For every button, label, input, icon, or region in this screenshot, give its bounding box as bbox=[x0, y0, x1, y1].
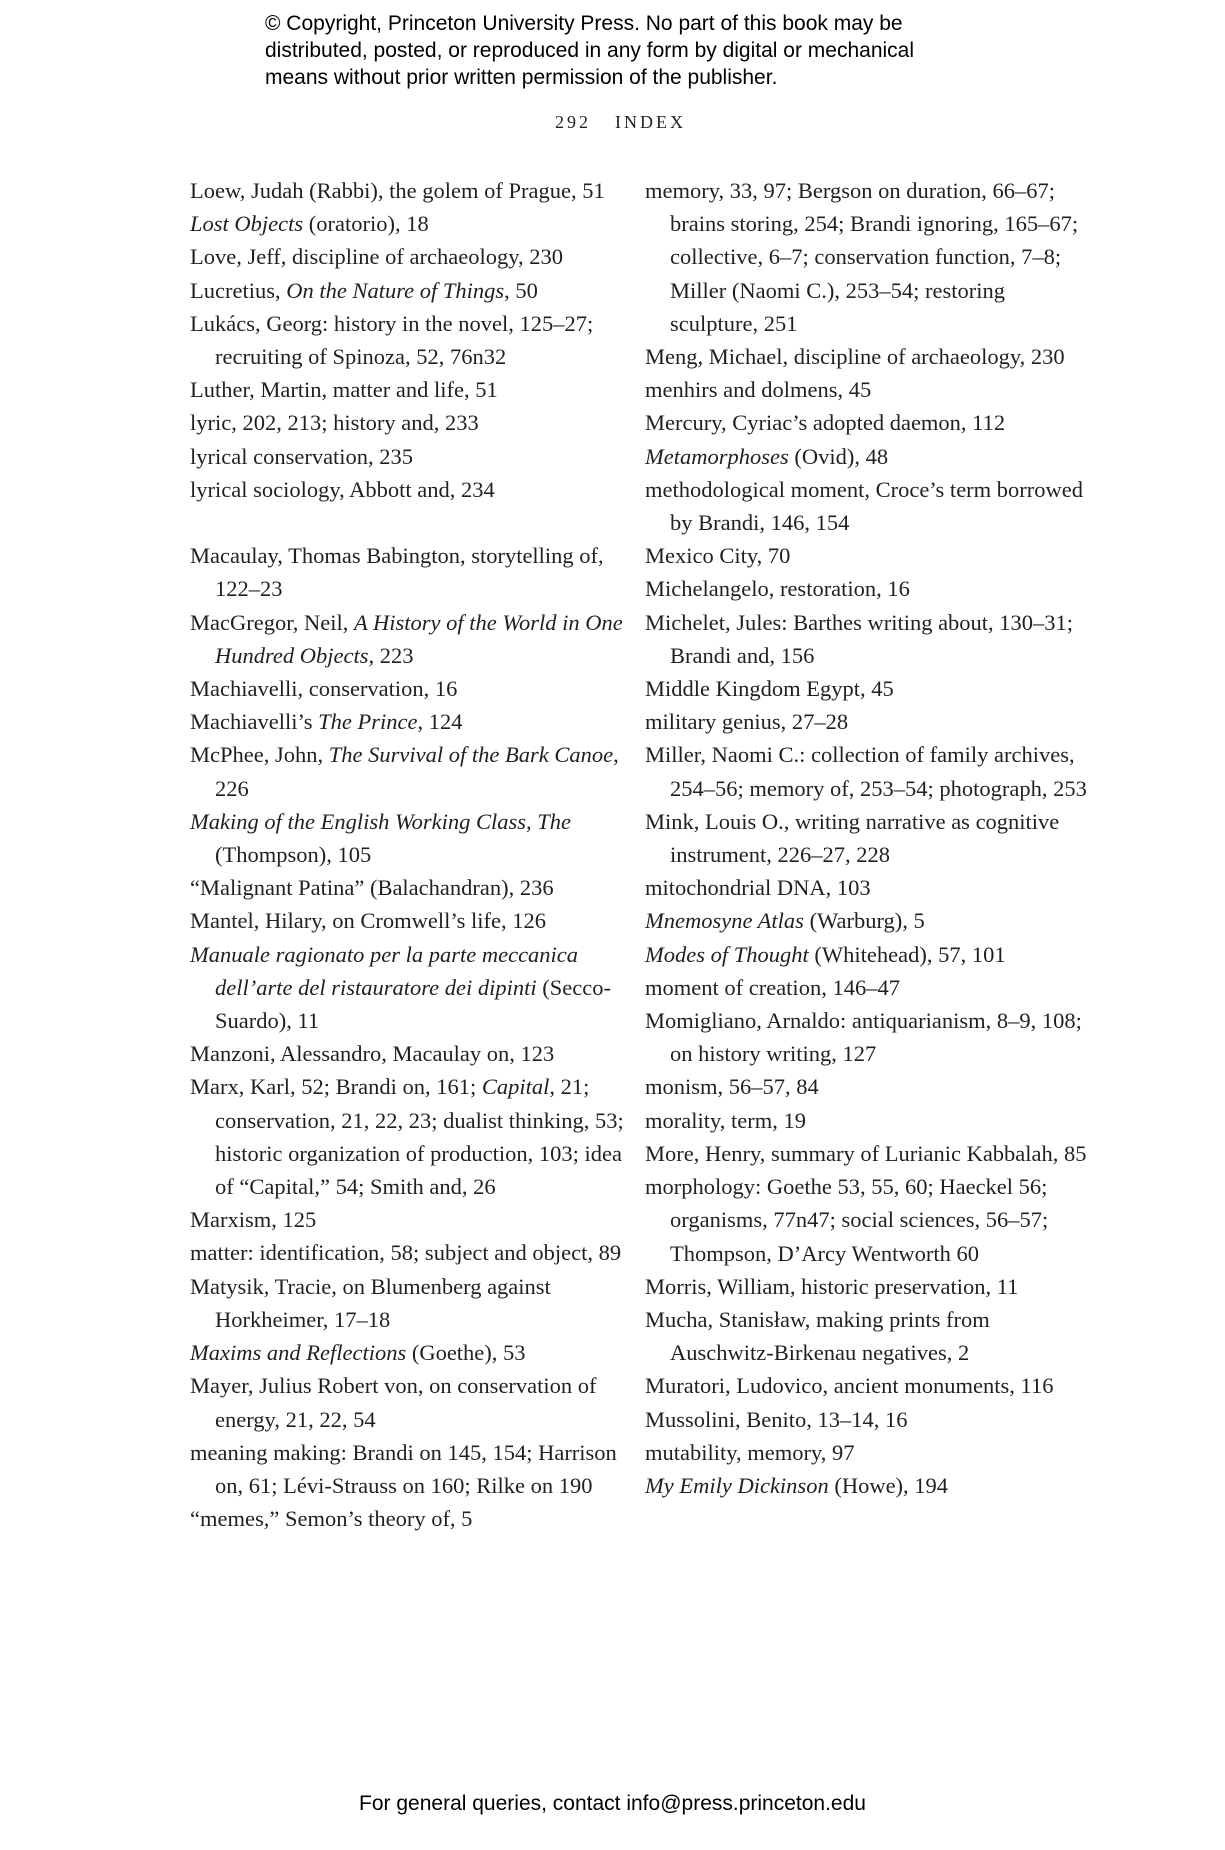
index-entry bbox=[190, 871, 630, 904]
entry-text: Loew, Judah (Rabbi), the golem of Prague, 51 bbox=[190, 178, 605, 203]
index-entry bbox=[190, 1236, 630, 1269]
entry-text: , 50 bbox=[504, 277, 538, 303]
entry-title-italic: The Survival of the Bark Canoe bbox=[328, 742, 614, 768]
entry-text: Mink, Louis O., writing narrative as cognitive instrument, 226–27, 228 bbox=[645, 808, 1060, 868]
index-entry bbox=[645, 340, 1090, 373]
entry-text: Machiavelli’s bbox=[190, 709, 319, 735]
index-entry bbox=[645, 473, 1090, 539]
index-entry bbox=[645, 672, 1090, 705]
index-entry bbox=[190, 1502, 630, 1535]
copyright-notice: © Copyright, Princeton University Press. No part of this book may be distributed, posted, or reproduced in any form by digital or mechanical means without prior written permission of the publisher. bbox=[265, 12, 915, 89]
entry-text: (Warburg), 5 bbox=[803, 908, 925, 934]
entry-text: monism, 56–57, 84 bbox=[645, 1074, 819, 1100]
index-entry bbox=[190, 307, 630, 373]
entry-text: matter: identification, 58; subject and object, 89 bbox=[190, 1240, 622, 1266]
running-head-title: INDEX bbox=[615, 112, 686, 132]
entry-text: Muratori, Ludovico, ancient monuments, 116 bbox=[645, 1373, 1054, 1399]
entry-title-italic: Metamorphoses bbox=[645, 443, 789, 469]
entry-title-italic: The Prince bbox=[318, 709, 418, 735]
entry-text: (Goethe), 53 bbox=[406, 1340, 526, 1366]
index-entry bbox=[645, 1104, 1090, 1137]
index-entry bbox=[645, 904, 1090, 937]
entry-text: Mercury, Cyriac’s adopted daemon, 112 bbox=[645, 410, 1006, 436]
index-entry bbox=[190, 539, 630, 605]
index-entry bbox=[190, 904, 630, 937]
entry-text: More, Henry, summary of Lurianic Kabbalah, 85 bbox=[645, 1140, 1087, 1166]
entry-text: Lukács, Georg: history in the novel, 125–27; recruiting of Spinoza, 52, 76n32 bbox=[190, 310, 594, 370]
index-entry bbox=[645, 1270, 1090, 1303]
entry-text: (Ovid), 48 bbox=[788, 443, 889, 469]
index-entry bbox=[190, 274, 630, 307]
index-entry bbox=[645, 705, 1090, 738]
entry-text: “memes,” Semon’s theory of, 5 bbox=[190, 1506, 473, 1532]
index-entry bbox=[645, 1436, 1090, 1469]
index-entry bbox=[645, 406, 1090, 439]
index-entry bbox=[190, 1270, 630, 1336]
entry-text: “Malignant Patina” (Balachandran), 236 bbox=[190, 875, 554, 901]
index-entry bbox=[190, 705, 630, 738]
entry-text: Luther, Martin, matter and life, 51 bbox=[190, 377, 498, 403]
entry-title-italic: Mnemosyne Atlas bbox=[645, 908, 804, 934]
entry-text: (Thompson), 105 bbox=[215, 842, 372, 868]
entry-text: Meng, Michael, discipline of archaeology, 230 bbox=[645, 344, 1065, 370]
index-entry bbox=[645, 1469, 1090, 1502]
index-entry bbox=[190, 1070, 630, 1203]
footer-contact: For general queries, contact info@press.princeton.edu bbox=[359, 1792, 866, 1815]
entry-text: Love, Jeff, discipline of archaeology, 230 bbox=[190, 244, 564, 270]
entry-text: Miller, Naomi C.: collection of family archives, 254–56; memory of, 253–54; photograph, 253 bbox=[645, 742, 1087, 801]
entry-text: Mayer, Julius Robert von, on conservation of energy, 21, 22, 54 bbox=[190, 1373, 597, 1432]
entry-text: Manzoni, Alessandro, Macaulay on, 123 bbox=[190, 1041, 555, 1067]
entry-text: Matysik, Tracie, on Blumenberg against Horkheimer, 17–18 bbox=[190, 1273, 551, 1332]
entry-text: Morris, William, historic preservation, 11 bbox=[645, 1273, 1019, 1299]
entry-text: (Secco-Suardo), 11 bbox=[215, 974, 611, 1034]
entry-text: Macaulay, Thomas Babington, storytelling of, 122–23 bbox=[190, 543, 604, 602]
index-entry bbox=[645, 174, 1090, 340]
entry-title-italic: My Emily Dickinson bbox=[645, 1472, 829, 1498]
entry-text: meaning making: Brandi on 145, 154; Harrison on, 61; Lévi-Strauss on 160; Rilke on 190 bbox=[190, 1439, 617, 1498]
entry-text: Mucha, Stanisław, making prints from Auschwitz-Birkenau negatives, 2 bbox=[645, 1306, 990, 1366]
entry-text: Marx, Karl, 52; Brandi on, 161; bbox=[190, 1074, 482, 1100]
index-entry bbox=[190, 373, 630, 406]
entry-title-italic: Making of the English Working Class, The bbox=[190, 808, 572, 834]
entry-text: lyrical sociology, Abbott and, 234 bbox=[190, 476, 495, 502]
entry-text: mutability, memory, 97 bbox=[645, 1439, 855, 1465]
index-entry bbox=[190, 240, 630, 273]
index-column-left bbox=[190, 174, 630, 1535]
index-entry bbox=[645, 938, 1090, 971]
entry-text: , 223 bbox=[368, 642, 414, 668]
entry-title-italic: Capital bbox=[481, 1074, 550, 1100]
index-entry bbox=[645, 1004, 1090, 1070]
index-entry bbox=[645, 1369, 1090, 1402]
index-entry bbox=[190, 1336, 630, 1369]
entry-text: MacGregor, Neil, bbox=[190, 609, 355, 635]
index-entry bbox=[645, 373, 1090, 406]
entry-text: Michelangelo, restoration, 16 bbox=[645, 576, 910, 602]
entry-text: Marxism, 125 bbox=[190, 1207, 317, 1233]
entry-text: military genius, 27–28 bbox=[645, 709, 849, 735]
index-entry bbox=[190, 406, 630, 439]
entry-text: morality, term, 19 bbox=[645, 1107, 807, 1133]
index-entry bbox=[190, 1037, 630, 1070]
entry-text: (Howe), 194 bbox=[828, 1472, 949, 1498]
index-entry bbox=[190, 473, 630, 506]
index-entry bbox=[645, 805, 1090, 871]
entry-text: menhirs and dolmens, 45 bbox=[645, 377, 872, 403]
entry-text: Momigliano, Arnaldo: antiquarianism, 8–9, 108; on history writing, 127 bbox=[645, 1008, 1082, 1067]
index-entry bbox=[190, 440, 630, 473]
entry-title-italic: Modes of Thought bbox=[645, 941, 809, 967]
index-entry bbox=[645, 1170, 1090, 1270]
entry-text: methodological moment, Croce’s term borrowed by Brandi, 146, 154 bbox=[645, 476, 1084, 536]
entry-text: Middle Kingdom Egypt, 45 bbox=[645, 676, 894, 702]
page-number: 292 bbox=[555, 112, 591, 132]
index-entry bbox=[190, 938, 630, 1038]
entry-text: Lucretius, bbox=[190, 277, 287, 303]
index-entry bbox=[190, 672, 630, 705]
index-entry bbox=[645, 440, 1090, 473]
index-entry bbox=[645, 1403, 1090, 1436]
entry-title-italic: On the Nature of Things bbox=[286, 277, 505, 303]
index-entry bbox=[190, 174, 630, 207]
entry-text: Mantel, Hilary, on Cromwell’s life, 126 bbox=[190, 908, 546, 934]
index-entry bbox=[190, 207, 630, 240]
entry-title-italic: Manuale ragionato per la parte meccanica dell’arte del ristauratore dei dipinti bbox=[190, 941, 579, 1000]
entry-text: moment of creation, 146–47 bbox=[645, 974, 900, 1000]
index-entry bbox=[645, 1070, 1090, 1103]
index-column-right bbox=[645, 174, 1090, 1502]
index-entry bbox=[645, 738, 1090, 804]
index-entry bbox=[190, 738, 630, 804]
entry-text: (oratorio), 18 bbox=[303, 211, 429, 237]
index-entry bbox=[190, 1436, 630, 1502]
entry-text: memory, 33, 97; Bergson on duration, 66–67; brains storing, 254; Brandi ignoring, 165–67; collective, 6–7; conservation function, 7–8; Miller (Naomi C.), 253–54; restoring sculpture, 251 bbox=[645, 178, 1079, 336]
entry-text: , 124 bbox=[417, 709, 463, 735]
entry-title-italic: A History of the World in One Hundred Objects bbox=[215, 609, 623, 668]
entry-text: morphology: Goethe 53, 55, 60; Haeckel 56; organisms, 77n47; social sciences, 56–57; Thompson, D’Arcy Wentworth 60 bbox=[645, 1174, 1049, 1266]
index-entry bbox=[645, 871, 1090, 904]
section-gap bbox=[190, 506, 630, 539]
entry-title-italic: Maxims and Reflections bbox=[190, 1340, 407, 1366]
index-entry bbox=[645, 971, 1090, 1004]
index-entry bbox=[190, 1369, 630, 1435]
index-entry bbox=[190, 1203, 630, 1236]
entry-text: Michelet, Jules: Barthes writing about, 130–31; Brandi and, 156 bbox=[645, 609, 1074, 668]
index-entry bbox=[190, 606, 630, 672]
entry-text: (Whitehead), 57, 101 bbox=[808, 941, 1006, 967]
entry-text: McPhee, John, bbox=[190, 742, 329, 768]
entry-text: , 21; conservation, 21, 22, 23; dualist thinking, 53; historic organization of production, 103; idea of “Capital,” 54; Smith and, 26 bbox=[215, 1074, 624, 1200]
index-entry bbox=[645, 539, 1090, 572]
entry-title-italic: Lost Objects bbox=[190, 211, 304, 237]
entry-text: Machiavelli, conservation, 16 bbox=[190, 676, 458, 702]
index-entry bbox=[645, 606, 1090, 672]
index-entry bbox=[645, 1303, 1090, 1369]
entry-text: mitochondrial DNA, 103 bbox=[645, 875, 871, 901]
entry-text: lyric, 202, 213; history and, 233 bbox=[190, 410, 479, 436]
entry-text: , 226 bbox=[215, 742, 619, 801]
entry-text: lyrical conservation, 235 bbox=[190, 443, 414, 469]
index-entry bbox=[190, 805, 630, 871]
entry-text: Mexico City, 70 bbox=[645, 543, 791, 569]
index-entry bbox=[645, 572, 1090, 605]
entry-text: Mussolini, Benito, 13–14, 16 bbox=[645, 1406, 908, 1432]
index-entry bbox=[645, 1137, 1090, 1170]
